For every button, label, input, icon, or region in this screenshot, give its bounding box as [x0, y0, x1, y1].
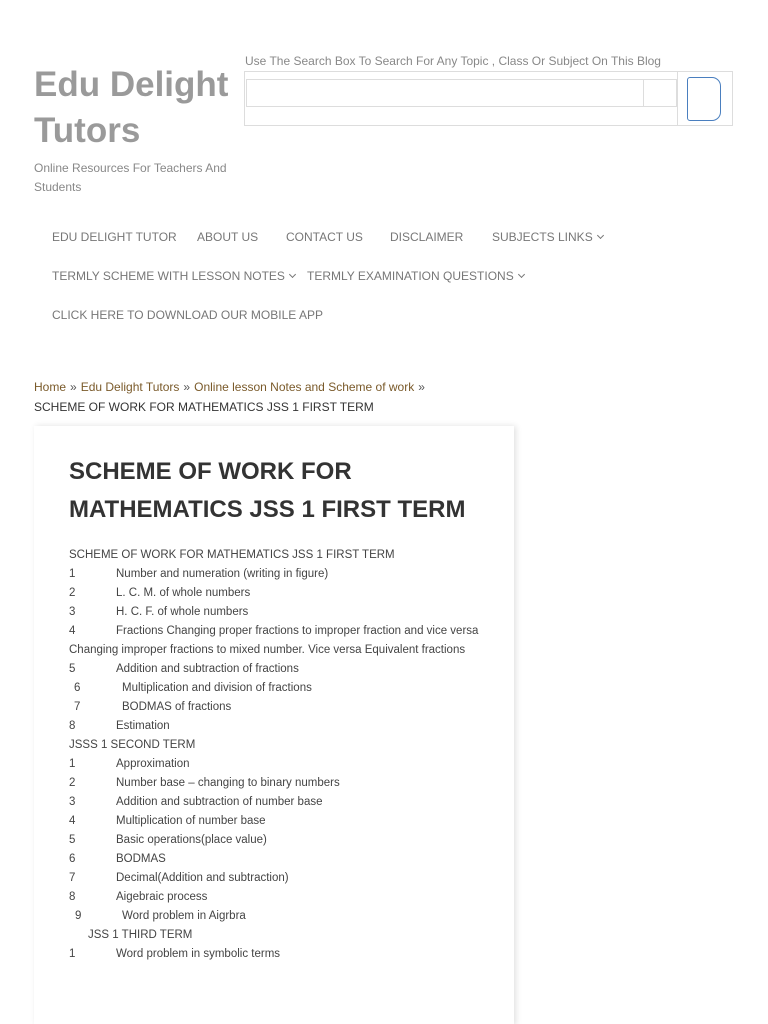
- breadcrumb-separator: »: [70, 380, 77, 394]
- chevron-down-icon: [518, 271, 525, 278]
- list-item: [69, 869, 489, 888]
- search-form: [244, 71, 733, 126]
- item-number: 8: [69, 891, 76, 903]
- list-item: [69, 717, 489, 736]
- item-number: 6: [74, 682, 81, 694]
- item-number: 4: [69, 815, 76, 827]
- list-item: [69, 793, 489, 812]
- item-number: 2: [69, 587, 76, 599]
- list-item: [69, 850, 489, 869]
- item-number: 4: [69, 625, 76, 637]
- nav-disclaimer[interactable]: DISCLAIMER: [390, 230, 464, 244]
- item-text: H. C. F. of whole numbers: [116, 606, 249, 618]
- item-number: 1: [69, 758, 76, 770]
- search-input[interactable]: [246, 79, 644, 107]
- item-number: 3: [69, 796, 76, 808]
- item-number: 1: [69, 568, 76, 580]
- list-item: [69, 888, 489, 907]
- list-item: [69, 679, 489, 698]
- list-item: [69, 831, 489, 850]
- item-text: Word problem in symbolic terms: [116, 948, 281, 960]
- item-text: Multiplication and division of fractions: [122, 682, 312, 694]
- chevron-down-icon: [597, 232, 604, 239]
- item-number: 5: [69, 834, 76, 846]
- site-tagline: Online Resources For Teachers And Students: [34, 161, 227, 194]
- item-text: Number and numeration (writing in figure): [116, 568, 329, 580]
- breadcrumb-separator: »: [183, 380, 191, 394]
- list-item: [69, 565, 489, 584]
- breadcrumb-home[interactable]: Home: [34, 380, 67, 394]
- nav-termly-scheme[interactable]: [52, 269, 295, 283]
- site-title[interactable]: Edu Delight Tutors: [34, 65, 229, 150]
- search-divider: [677, 72, 678, 125]
- list-item: [69, 622, 489, 660]
- search-input-addon: [644, 79, 677, 107]
- breadcrumb: [34, 377, 494, 417]
- item-text: Number base – changing to binary numbers: [116, 777, 340, 789]
- nav-termly-scheme-label: TERMLY SCHEME WITH LESSON NOTES: [52, 269, 285, 283]
- search-hint: Use The Search Box To Search For Any Topic , Class Or Subject On This Blog: [245, 54, 661, 68]
- item-text: Addition and subtraction of number base: [116, 796, 323, 808]
- item-text: L. C. M. of whole numbers: [116, 587, 251, 599]
- item-text: Fractions Changing proper fractions to improper fraction and vice versa Changing improper fractions to mixed number. Vice versa Equivalent fractions: [69, 625, 479, 656]
- post-heading-second-term: JSSS 1 SECOND TERM: [69, 739, 196, 751]
- item-number: 1: [69, 948, 76, 960]
- post-heading-third-term: JSS 1 THIRD TERM: [88, 929, 193, 941]
- item-text: Decimal(Addition and subtraction): [116, 872, 289, 884]
- post-content: [69, 546, 489, 964]
- item-text: BODMAS of fractions: [122, 701, 232, 713]
- item-text: Basic operations(place value): [116, 834, 267, 846]
- item-text: BODMAS: [116, 853, 166, 865]
- list-item: [69, 812, 489, 831]
- breadcrumb-current: SCHEME OF WORK FOR MATHEMATICS JSS 1 FIRST TERM: [34, 400, 374, 414]
- nav-subjects-links-label: SUBJECTS LINKS: [492, 230, 593, 244]
- item-text: Estimation: [116, 720, 170, 732]
- nav-termly-exam[interactable]: [307, 269, 524, 283]
- item-text: Addition and subtraction of fractions: [116, 663, 299, 675]
- post-heading-first-term: SCHEME OF WORK FOR MATHEMATICS JSS 1 FIRST TERM: [69, 549, 395, 561]
- list-item: [69, 584, 489, 603]
- item-number: 2: [69, 777, 76, 789]
- item-text: Approximation: [116, 758, 190, 770]
- search-button[interactable]: [687, 77, 721, 121]
- item-text: Aigebraic process: [116, 891, 208, 903]
- post-card: [34, 426, 514, 1024]
- nav-contact-us[interactable]: CONTACT US: [286, 230, 363, 244]
- item-text: Multiplication of number base: [116, 815, 266, 827]
- nav-about-us[interactable]: ABOUT US: [197, 230, 259, 244]
- list-item: [69, 755, 489, 774]
- list-item: [69, 603, 489, 622]
- list-item: [69, 660, 489, 679]
- list-item: [69, 945, 489, 964]
- item-number: 9: [75, 910, 82, 922]
- item-number: 3: [69, 606, 76, 618]
- nav-termly-exam-label: TERMLY EXAMINATION QUESTIONS: [307, 269, 514, 283]
- item-number: 8: [69, 720, 76, 732]
- breadcrumb-lesson-notes[interactable]: Online lesson Notes and Scheme of work: [194, 380, 415, 394]
- item-text: Word problem in Aigrbra: [122, 910, 246, 922]
- nav-subjects-links[interactable]: [492, 230, 603, 244]
- breadcrumb-separator: »: [418, 380, 425, 394]
- list-item: [69, 907, 489, 926]
- item-number: 6: [69, 853, 76, 865]
- breadcrumb-edu-delight-tutors[interactable]: Edu Delight Tutors: [80, 380, 180, 394]
- nav-edu-delight-tutor[interactable]: EDU DELIGHT TUTOR: [52, 230, 177, 244]
- item-number: 7: [74, 701, 81, 713]
- list-item: [69, 698, 489, 717]
- item-number: 7: [69, 872, 76, 884]
- post-title: SCHEME OF WORK FOR MATHEMATICS JSS 1 FIRST TERM: [69, 458, 466, 523]
- list-item: [69, 774, 489, 793]
- item-number: 5: [69, 663, 76, 675]
- nav-download-app[interactable]: CLICK HERE TO DOWNLOAD OUR MOBILE APP: [52, 308, 323, 322]
- chevron-down-icon: [289, 271, 296, 278]
